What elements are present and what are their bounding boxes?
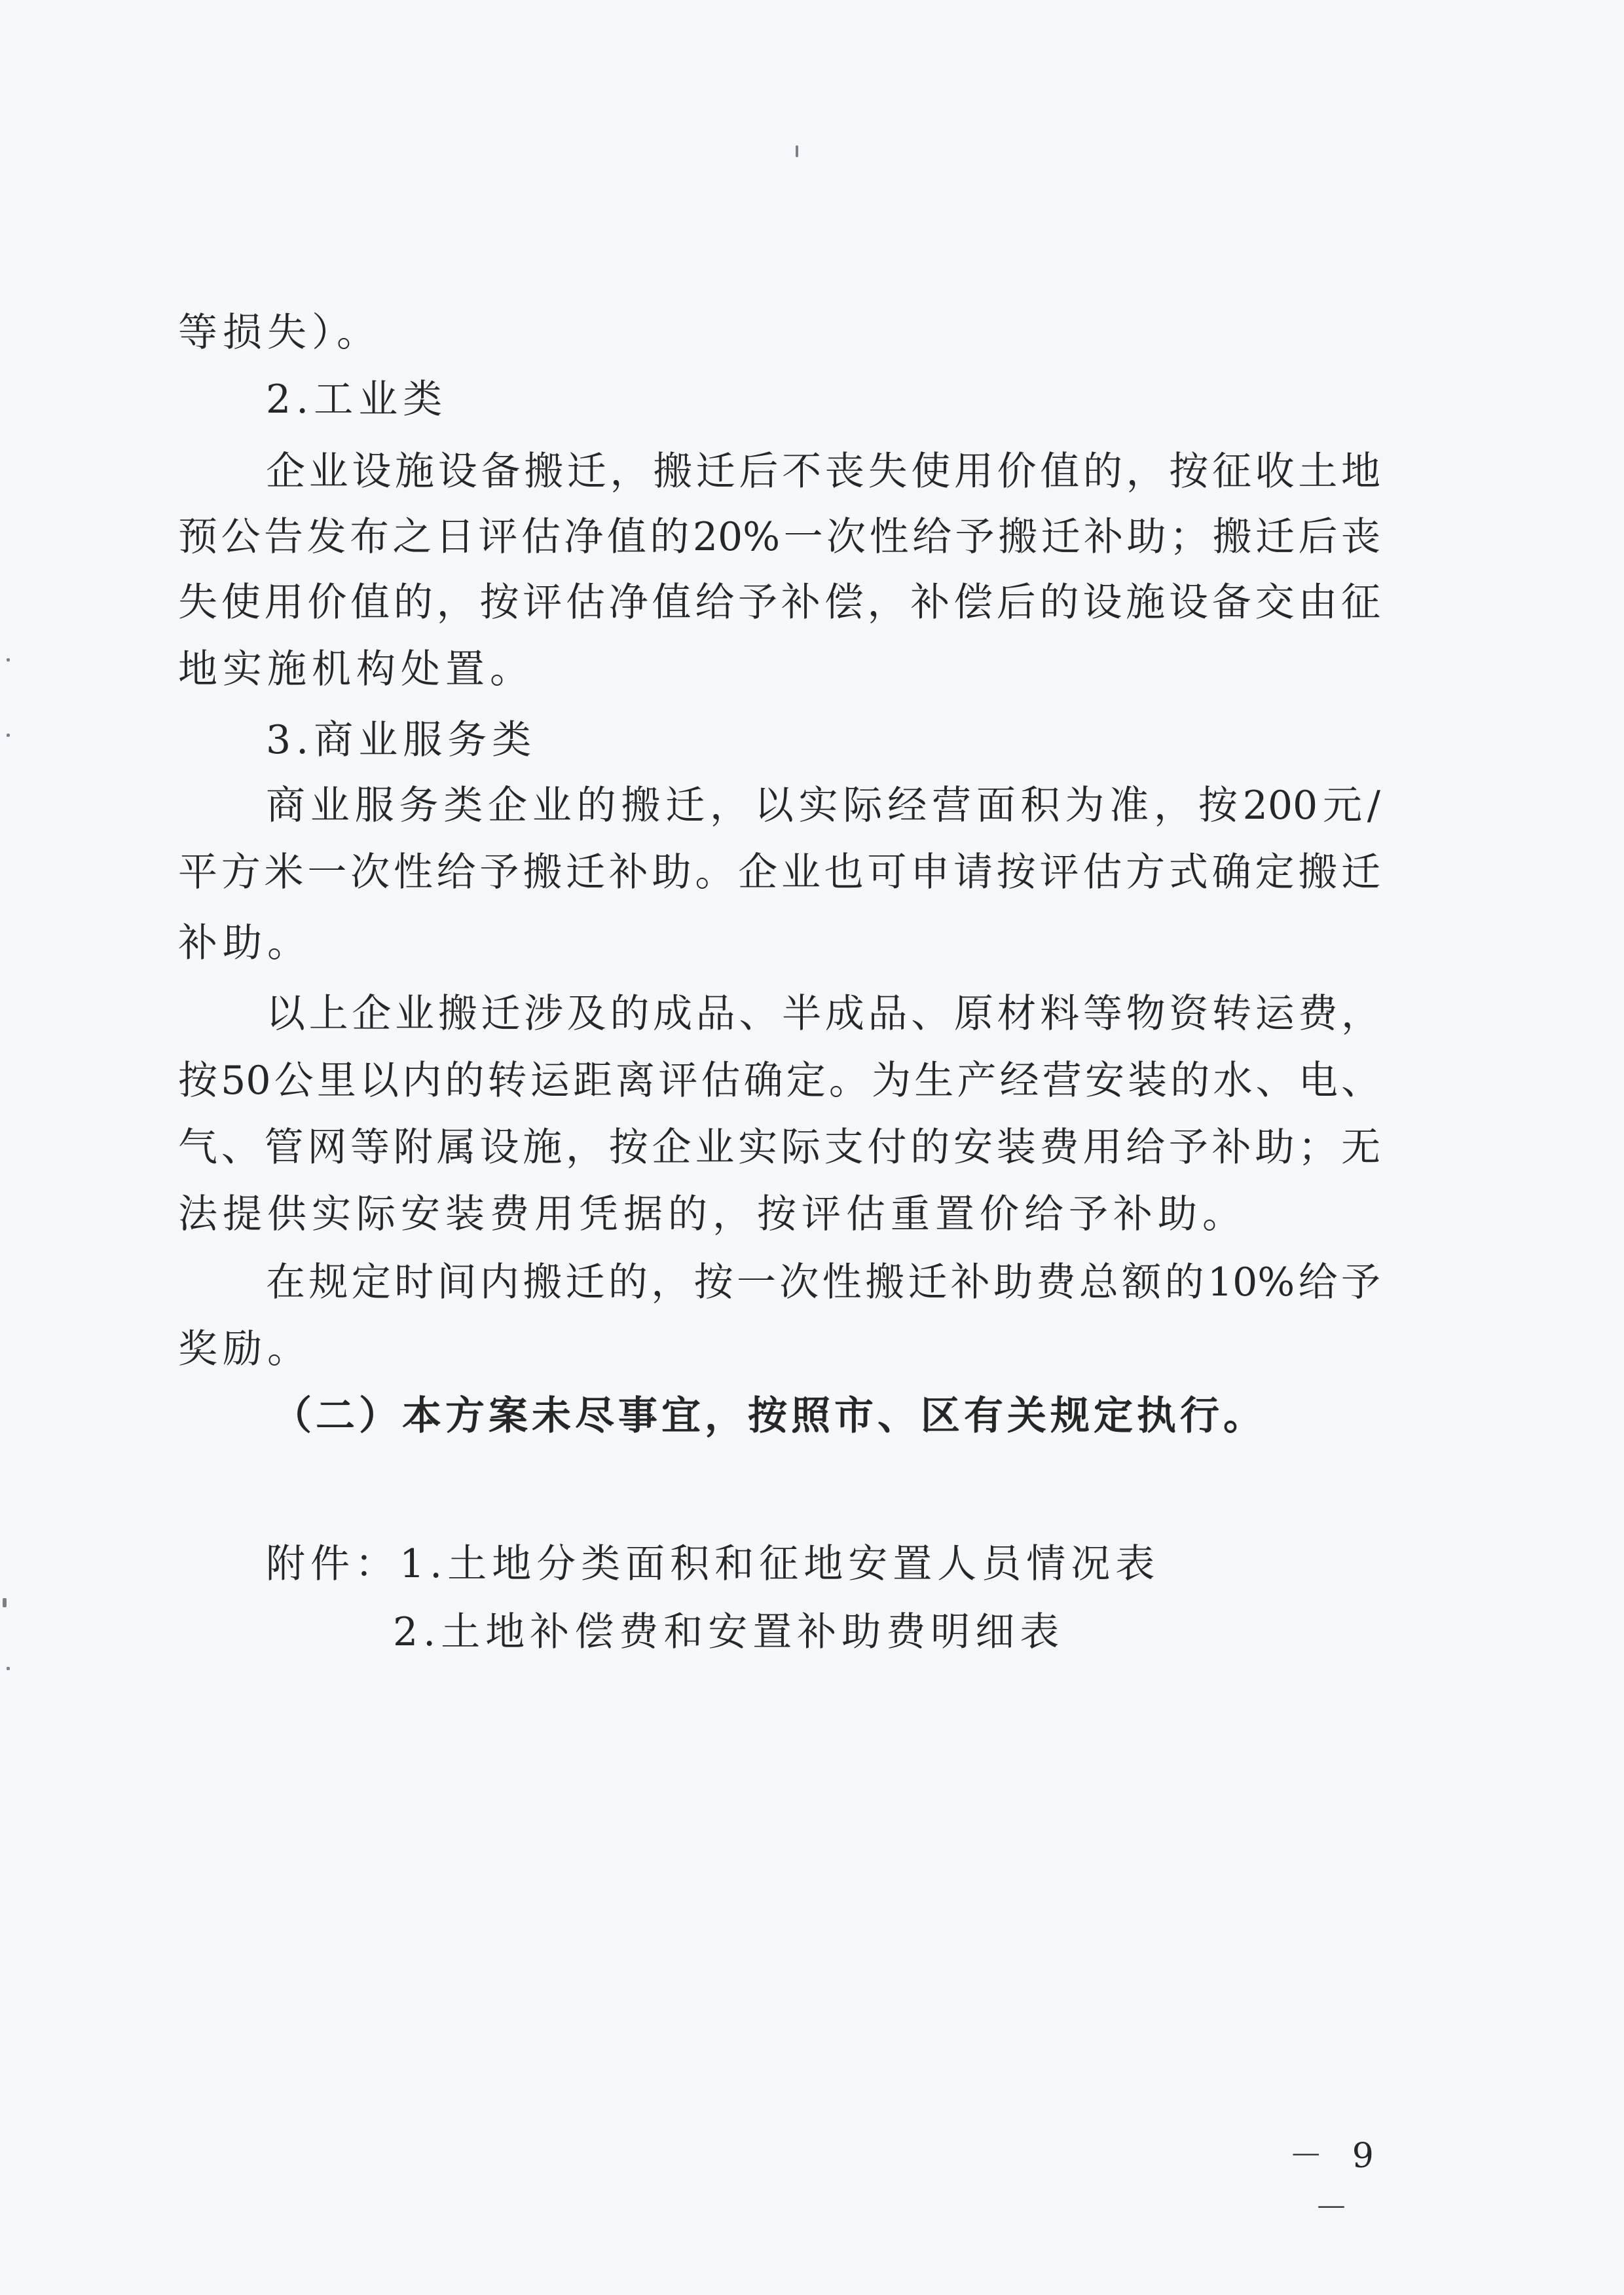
provision-heading: （二）本方案未尽事宜，按照市、区有关规定执行。 — [272, 1393, 1266, 1439]
body-line: 等损失）。 — [178, 310, 381, 356]
body-line: 地实施机构处置。 — [178, 646, 534, 692]
scan-mark — [3, 1598, 7, 1607]
scan-mark — [796, 145, 798, 157]
body-line: 补助。 — [178, 920, 312, 966]
page-number: － 9 － — [1289, 2136, 1383, 2228]
scan-mark — [7, 734, 10, 737]
body-line: 法提供实际安装费用凭据的，按评估重置价给予补助。 — [178, 1191, 1247, 1237]
body-line: 气、管网等附属设施，按企业实际支付的安装费用给予补助；无 — [178, 1125, 1380, 1170]
body-line: 失使用价值的，按评估净值给予补偿，补偿后的设施设备交由征 — [178, 580, 1380, 625]
attachment-line-2: 2.土地补偿费和安置补助费明细表 — [393, 1609, 1065, 1655]
body-line: 预公告发布之日评估净值的20%一次性给予搬迁补助；搬迁后丧 — [178, 514, 1380, 560]
body-line: 平方米一次性给予搬迁补助。企业也可申请按评估方式确定搬迁 — [178, 849, 1380, 895]
attachment-line-1: 附件：1.土地分类面积和征地安置人员情况表 — [266, 1541, 1160, 1587]
body-line: 奖励。 — [178, 1326, 312, 1372]
body-line: 商业服务类企业的搬迁，以实际经营面积为准，按200元/ — [266, 783, 1380, 829]
section-heading: 2.工业类 — [266, 377, 448, 422]
body-line: 企业设施设备搬迁，搬迁后不丧失使用价值的，按征收土地 — [266, 449, 1380, 494]
body-line: 在规定时间内搬迁的，按一次性搬迁补助费总额的10%给予 — [266, 1259, 1380, 1305]
scan-mark — [7, 1667, 10, 1670]
section-heading: 3.商业服务类 — [266, 717, 537, 763]
body-line: 以上企业搬迁涉及的成品、半成品、原材料等物资转运费， — [266, 991, 1380, 1037]
scan-mark — [7, 658, 10, 662]
body-line: 按50公里以内的转运距离评估确定。为生产经营安装的水、电、 — [178, 1058, 1380, 1104]
